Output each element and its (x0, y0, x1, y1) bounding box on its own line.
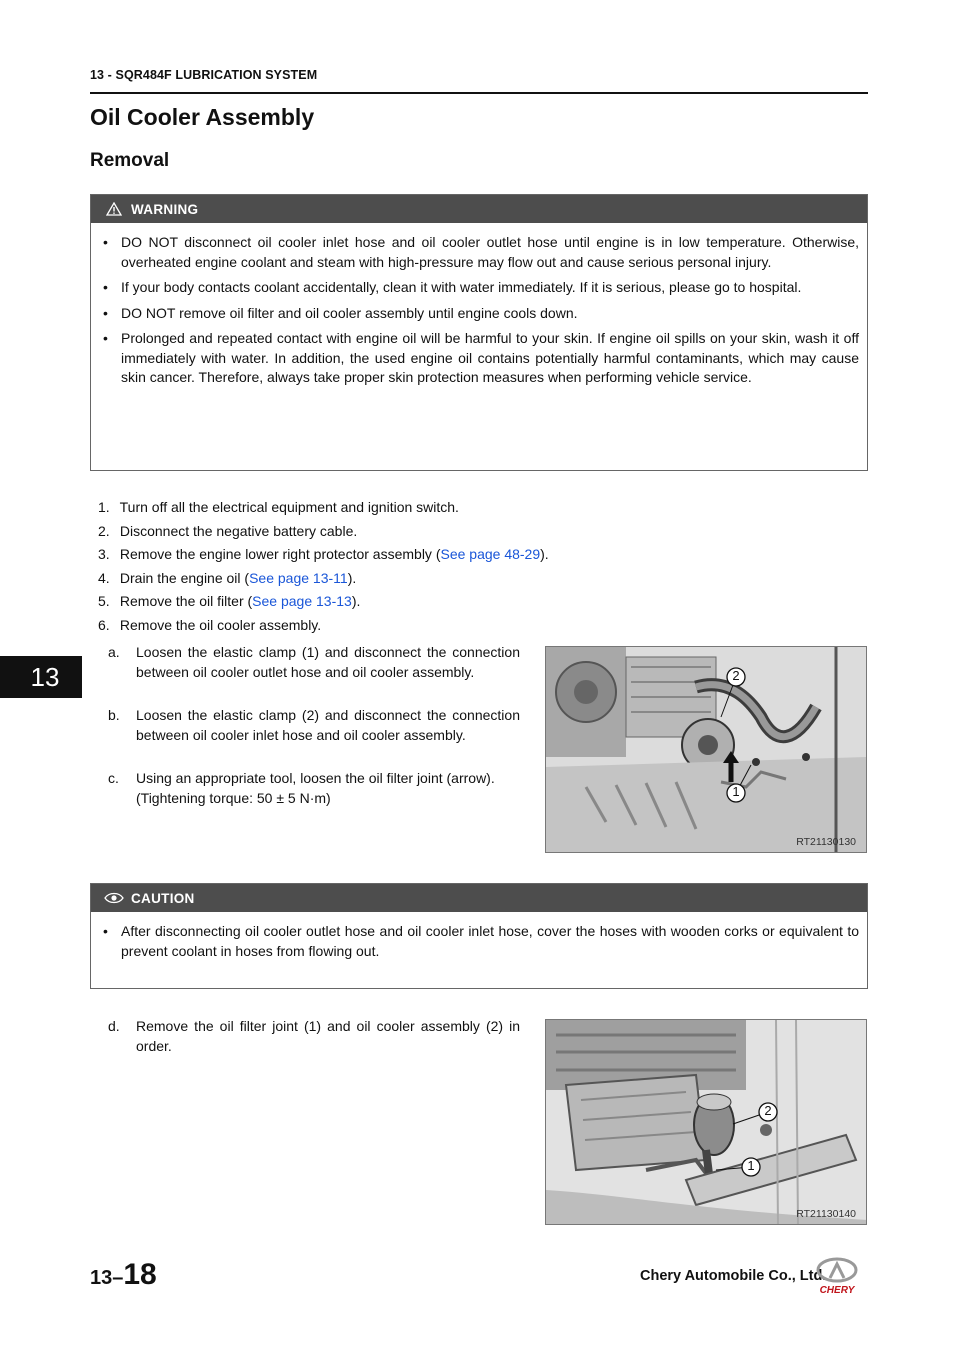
warning-box (90, 194, 868, 471)
warning-item: • If your body contacts coolant accidentally, clean it with water immediately. If it is serious, please go to hospital. (103, 279, 802, 295)
callout-2: 2 (732, 668, 740, 683)
caution-list (91, 912, 867, 973)
substep-c: c. Using an appropriate tool, loosen the oil filter joint (arrow). (Tightening torque: 50 ± 5 N·m) (108, 768, 520, 808)
page-link[interactable]: See page 13-11 (249, 569, 348, 586)
callout-2: 2 (764, 1103, 772, 1118)
step-item: 2. Disconnect the negative battery cable. (98, 522, 358, 539)
warning-item: • DO NOT remove oil filter and oil cooler assembly until engine cools down. (103, 304, 578, 321)
page-title: Oil Cooler Assembly (90, 104, 315, 130)
warning-triangle-icon (103, 202, 125, 216)
figure-oil-cooler-clamps (545, 646, 867, 853)
page-link[interactable]: See page 13-13 (252, 593, 352, 609)
figure-code: RT21130140 (796, 1208, 856, 1220)
running-head: 13 - SQR484F LUBRICATION SYSTEM (90, 68, 318, 82)
engine-photo-illustration (546, 647, 867, 853)
step-item: 1. Turn off all the electrical equipment and ignition switch. (98, 499, 459, 515)
engine-photo-illustration (546, 1020, 867, 1225)
company-name: Chery Automobile Co., Ltd. (640, 1268, 827, 1284)
step-item: 4. Drain the engine oil (See page 13-11). (98, 569, 357, 586)
page-number: 13–18 (90, 1258, 157, 1291)
substep-b: b. Loosen the elastic clamp (2) and disconnect the connection between oil cooler inlet hose and oil cooler assembly. (108, 707, 520, 743)
header-rule (90, 92, 868, 94)
caution-label: CAUTION (131, 890, 195, 906)
warning-item: • Prolonged and repeated contact with engine oil will be harmful to your skin. If engine oil spills on your skin, wash it off immediately with water. In addition, the used engine oil contains potentially harmful contaminants, which may cause skin cancer. Therefore, always take proper skin protection measures when performing vehicle service. (103, 330, 859, 385)
warning-item: • DO NOT disconnect oil cooler inlet hose and oil cooler outlet hose until engine is in low temperature. Otherwise, overheated engine coolant and steam with high-pressure may flow out and cause serious personal injury. (103, 234, 859, 270)
substep-d: d. Remove the oil filter joint (1) and oil cooler assembly (2) in order. (108, 1018, 520, 1054)
warning-label: WARNING (131, 201, 199, 217)
section-heading: Removal (90, 150, 170, 171)
substep-a: a. Loosen the elastic clamp (1) and disconnect the connection between oil cooler outlet hose and oil cooler assembly. (108, 644, 520, 680)
step-item: 5. Remove the oil filter (See page 13-13). (98, 593, 361, 609)
figure-code: RT21130130 (796, 836, 856, 848)
caution-header (91, 884, 867, 912)
page-link[interactable]: See page 48-29 (440, 546, 541, 562)
callout-1: 1 (732, 784, 740, 799)
figure-oil-filter-joint (545, 1019, 867, 1225)
caution-item: • After disconnecting oil cooler outlet hose and oil cooler inlet hose, cover the hoses with wooden corks or equivalent to prevent coolant in hoses from flowing out. (103, 923, 859, 959)
warning-header (91, 195, 867, 223)
svg-text:CHERY: CHERY (819, 1285, 855, 1296)
procedure-steps (98, 496, 868, 637)
caution-box (90, 883, 868, 989)
step-item: 3. Remove the engine lower right protector assembly (See page 48-29). (98, 546, 549, 562)
step-item: 6. Remove the oil cooler assembly. (98, 616, 322, 633)
chapter-tab[interactable]: 13 (0, 656, 82, 698)
torque-spec: (Tightening torque: 50 ± 5 N·m) (136, 790, 331, 806)
callout-1: 1 (747, 1158, 755, 1173)
eye-icon (103, 892, 125, 904)
chery-logo (806, 1256, 868, 1296)
warning-list (91, 223, 867, 400)
